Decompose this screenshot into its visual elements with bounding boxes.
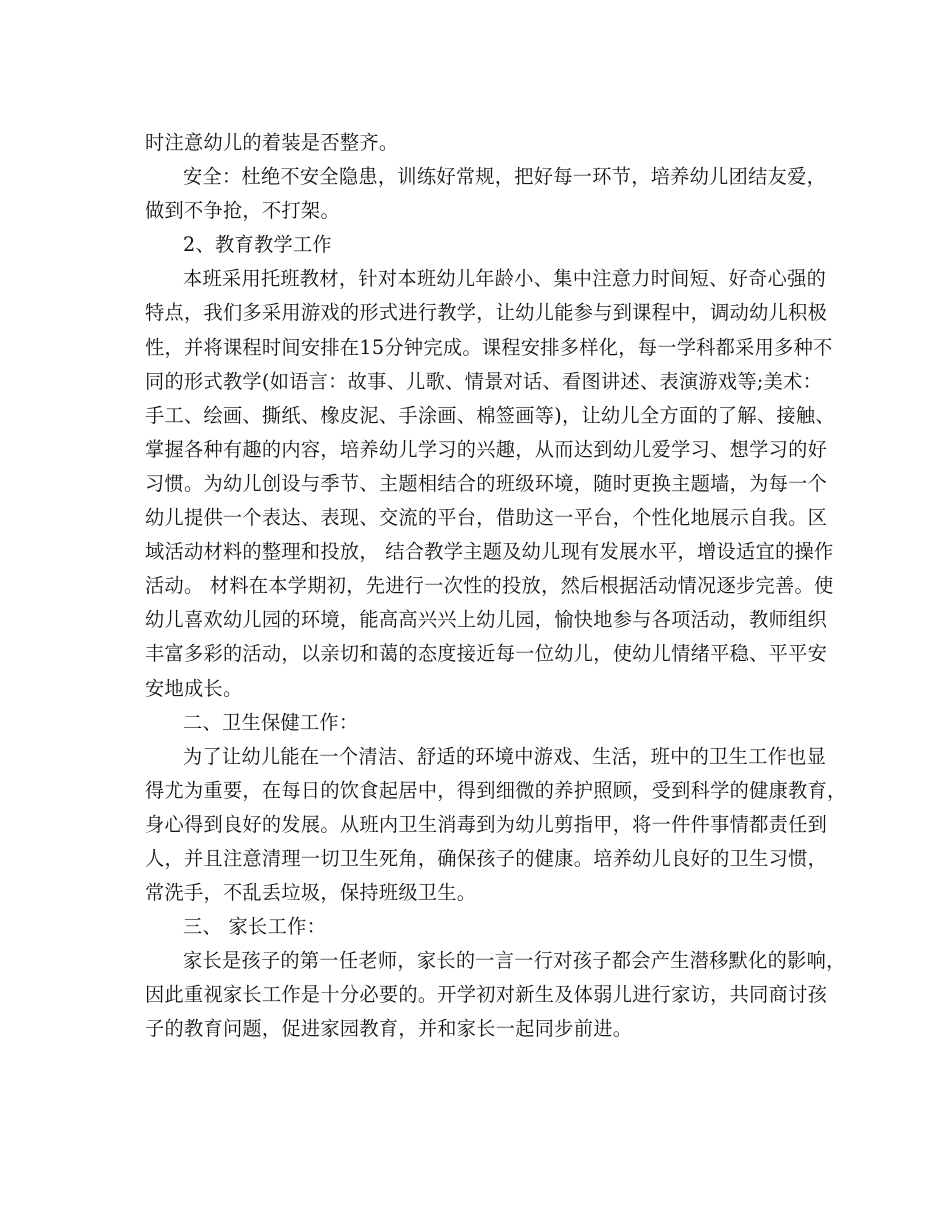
teaching-paragraph-line: 同的形式教学(如语言：故事、儿歌、情景对话、看图讲述、表演游戏等;美术：	[145, 369, 823, 393]
teaching-paragraph-line: 手工、绘画、撕纸、橡皮泥、手涂画、棉签画等)，让幼儿全方面的了解、接触、	[145, 403, 835, 427]
health-paragraph-line: 身心得到良好的发展。从班内卫生消毒到为幼儿剪指甲，将一件件事情都责任到	[145, 812, 828, 836]
section-heading-teaching: 2、教育教学工作	[183, 233, 332, 257]
teaching-paragraph-line: 习惯。为幼儿创设与季节、主题相结合的班级环境，随时更换主题墙，为每一个	[145, 471, 828, 495]
paragraph-continuation-line: 时注意幼儿的着装是否整齐。	[145, 131, 399, 154]
teaching-paragraph-line: 丰富多彩的活动，以亲切和蔼的态度接近每一位幼儿，使幼儿情绪平稳、平平安	[145, 642, 828, 666]
parents-paragraph-line: 家长是孩子的第一任老师，家长的一言一行对孩子都会产生潜移默化的影响，	[183, 949, 846, 973]
safety-paragraph-line: 安全：杜绝不安全隐患，训练好常规，把好每一环节，培养幼儿团结友爱，	[183, 165, 827, 189]
teaching-paragraph-line: 安地成长。	[145, 676, 243, 700]
document-body	[145, 126, 847, 1047]
teaching-paragraph-line: 活动。 材料在本学期初，先进行一次性的投放，然后根据活动情况逐步完善。使	[145, 574, 834, 598]
teaching-paragraph-line: 本班采用托班教材，针对本班幼儿年龄小、集中注意力时间短、好奇心强的	[183, 267, 827, 291]
teaching-paragraph-line: 域活动材料的整理和投放， 结合教学主题及幼儿现有发展水平，增设适宜的操作	[145, 540, 834, 564]
teaching-paragraph-line: 性，并将课程时间安排在15分钟完成。课程安排多样化，每一学科都采用多种不	[145, 335, 833, 359]
parents-paragraph-line: 因此重视家长工作是十分必要的。开学初对新生及体弱儿进行家访，共同商讨孩	[145, 983, 828, 1007]
health-paragraph-line: 为了让幼儿能在一个清洁、舒适的环境中游戏、生活，班中的卫生工作也显	[183, 744, 827, 768]
teaching-paragraph-line: 幼儿提供一个表达、表现、交流的平台，借助这一平台，个性化地展示自我。区	[145, 506, 828, 530]
health-paragraph-line: 常洗手，不乱丢垃圾，保持班级卫生。	[145, 881, 477, 905]
health-paragraph-line: 人，并且注意清理一切卫生死角，确保孩子的健康。培养幼儿良好的卫生习惯，	[145, 846, 828, 870]
parents-paragraph-line: 子的教育问题，促进家园教育，并和家长一起同步前进。	[145, 1017, 633, 1041]
safety-paragraph-line: 做到不争抢，不打架。	[145, 199, 340, 223]
teaching-paragraph-line: 特点，我们多采用游戏的形式进行教学，让幼儿能参与到课程中，调动幼儿积极	[145, 301, 828, 325]
teaching-paragraph-line: 幼儿喜欢幼儿园的环境，能高高兴兴上幼儿园，愉快地参与各项活动，教师组织	[145, 608, 828, 632]
section-heading-parents: 三、 家长工作：	[183, 915, 327, 939]
section-heading-health: 二、卫生保健工作：	[183, 710, 359, 734]
teaching-paragraph-line: 掌握各种有趣的内容，培养幼儿学习的兴趣，从而达到幼儿爱学习、想学习的好	[145, 437, 828, 461]
health-paragraph-line: 得尤为重要，在每日的饮食起居中，得到细微的养护照顾，受到科学的健康教育，	[145, 778, 847, 802]
